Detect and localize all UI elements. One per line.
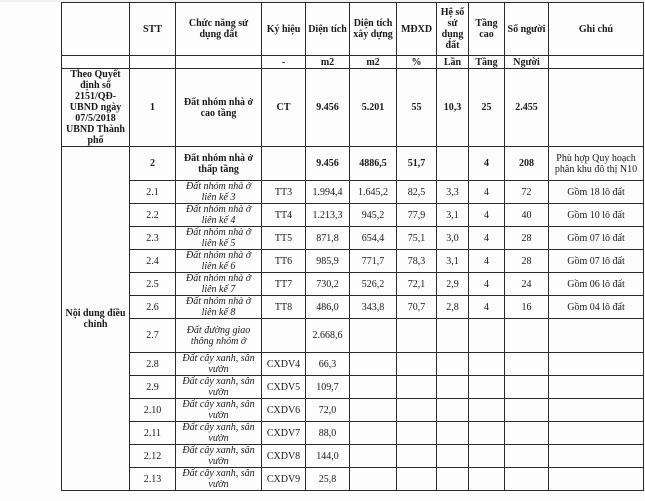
row-note — [549, 353, 644, 376]
row-built-area — [350, 319, 397, 353]
row-built-area: 526,2 — [350, 273, 397, 296]
row-built-area: 4886,5 — [350, 147, 397, 181]
row-area: 2.668,6 — [306, 319, 350, 353]
row-built-area — [350, 399, 397, 422]
unit-people: Người — [505, 56, 549, 69]
unit-mdxd: % — [397, 56, 437, 69]
row-built-area — [350, 422, 397, 445]
header-row — [62, 3, 644, 56]
row-coef — [437, 468, 469, 491]
row-function: Đất cây xanh, sân vườn — [176, 399, 262, 422]
row-floors: 4 — [469, 250, 505, 273]
row-stt: 2.6 — [130, 296, 176, 319]
row-coef: 3,3 — [437, 181, 469, 204]
header-note: Ghi chú — [549, 3, 644, 56]
row-floors — [469, 422, 505, 445]
row-area: 72,0 — [306, 399, 350, 422]
row-coef — [437, 319, 469, 353]
table-row — [62, 445, 644, 468]
table-row — [62, 181, 644, 204]
row-mdxd: 51,7 — [397, 147, 437, 181]
unit-symbol: - — [262, 56, 306, 69]
table-row — [62, 468, 644, 491]
row-mdxd: 82,5 — [397, 181, 437, 204]
row-symbol: CXDV5 — [262, 376, 306, 399]
row-floors: 4 — [469, 296, 505, 319]
row-mdxd: 77,9 — [397, 204, 437, 227]
row-floors: 4 — [469, 273, 505, 296]
row-floors — [469, 399, 505, 422]
row-mdxd — [397, 353, 437, 376]
row-stt: 2.5 — [130, 273, 176, 296]
row-area: 109,7 — [306, 376, 350, 399]
row-floors — [469, 468, 505, 491]
row-stt: 2.11 — [130, 422, 176, 445]
row-function: Đất nhóm nhà ở thấp tầng — [176, 147, 262, 181]
row-built-area — [350, 445, 397, 468]
row-function: Đất nhóm nhà ở liên kế 4 — [176, 204, 262, 227]
header-land-use-coef: Hệ số sử dụng đất — [437, 3, 469, 56]
table-body — [62, 3, 644, 491]
row-built-area — [350, 468, 397, 491]
row-mdxd: 55 — [397, 69, 437, 147]
row-symbol: CT — [262, 69, 306, 147]
row-area: 486,0 — [306, 296, 350, 319]
row-note: Gồm 06 lô đất — [549, 273, 644, 296]
unit-floors: Tầng — [469, 56, 505, 69]
row-coef — [437, 445, 469, 468]
row-note — [549, 69, 644, 147]
row-people — [505, 399, 549, 422]
row-symbol: TT6 — [262, 250, 306, 273]
row-people — [505, 376, 549, 399]
row-stt: 2.10 — [130, 399, 176, 422]
row-stt: 2.1 — [130, 181, 176, 204]
row-symbol — [262, 319, 306, 353]
row-coef — [437, 353, 469, 376]
table-row — [62, 319, 644, 353]
row-floors — [469, 353, 505, 376]
table-row — [62, 273, 644, 296]
table-row — [62, 296, 644, 319]
section-original: Theo Quyết định số 2151/QĐ-UBND ngày 07/5/2018 UBND Thành phố — [62, 69, 130, 147]
row-note: Gồm 18 lô đất — [549, 181, 644, 204]
row-mdxd: 72,1 — [397, 273, 437, 296]
row-symbol: CXDV4 — [262, 353, 306, 376]
row-coef — [437, 376, 469, 399]
row-function: Đất cây xanh, sân vườn — [176, 445, 262, 468]
row-note: Phù hợp Quy hoạch phân khu đô thị N10 — [549, 147, 644, 181]
row-area: 25,8 — [306, 468, 350, 491]
row-note — [549, 422, 644, 445]
row-note — [549, 376, 644, 399]
row-area: 66,3 — [306, 353, 350, 376]
header-people: Số người — [505, 3, 549, 56]
unit-blank — [130, 56, 176, 69]
row-people: 24 — [505, 273, 549, 296]
row-area: 9.456 — [306, 147, 350, 181]
row-mdxd: 78,3 — [397, 250, 437, 273]
row-symbol: TT7 — [262, 273, 306, 296]
row-coef — [437, 422, 469, 445]
row-people: 2.455 — [505, 69, 549, 147]
land-use-table — [61, 2, 644, 491]
row-floors — [469, 376, 505, 399]
row-built-area — [350, 353, 397, 376]
row-people: 40 — [505, 204, 549, 227]
row-symbol — [262, 147, 306, 181]
row-floors — [469, 319, 505, 353]
row-area: 985,9 — [306, 250, 350, 273]
row-people — [505, 445, 549, 468]
row-mdxd — [397, 422, 437, 445]
row-coef — [437, 147, 469, 181]
row-floors: 4 — [469, 181, 505, 204]
row-built-area: 343,8 — [350, 296, 397, 319]
row-stt: 2.8 — [130, 353, 176, 376]
row-note: Gồm 04 lô đất — [549, 296, 644, 319]
row-coef: 2,8 — [437, 296, 469, 319]
row-area: 871,8 — [306, 227, 350, 250]
row-built-area: 945,2 — [350, 204, 397, 227]
row-coef: 3,1 — [437, 250, 469, 273]
row-stt: 2.2 — [130, 204, 176, 227]
row-symbol: TT4 — [262, 204, 306, 227]
table-row — [62, 227, 644, 250]
table-row — [62, 250, 644, 273]
row-coef: 2,9 — [437, 273, 469, 296]
row-symbol: CXDV9 — [262, 468, 306, 491]
row-stt: 2.12 — [130, 445, 176, 468]
row-note: Gồm 07 lô đất — [549, 250, 644, 273]
row-people — [505, 422, 549, 445]
row-built-area: 654,4 — [350, 227, 397, 250]
unit-blank — [549, 56, 644, 69]
row-note — [549, 468, 644, 491]
row-function: Đất nhóm nhà ở liên kế 6 — [176, 250, 262, 273]
unit-row — [62, 56, 644, 69]
row-function: Đất cây xanh, sân vườn — [176, 376, 262, 399]
row-symbol: CXDV7 — [262, 422, 306, 445]
row-stt: 2.9 — [130, 376, 176, 399]
unit-land-use-coef: Lần — [437, 56, 469, 69]
row-note — [549, 319, 644, 353]
row-floors — [469, 445, 505, 468]
row-symbol: CXDV8 — [262, 445, 306, 468]
row-area: 730,2 — [306, 273, 350, 296]
row-function: Đất cây xanh, sân vườn — [176, 422, 262, 445]
table-row — [62, 69, 644, 147]
row-note: Gồm 10 lô đất — [549, 204, 644, 227]
row-symbol: TT3 — [262, 181, 306, 204]
row-floors: 4 — [469, 227, 505, 250]
unit-blank — [176, 56, 262, 69]
header-group — [62, 3, 130, 56]
row-function: Đất cây xanh, sân vườn — [176, 353, 262, 376]
header-stt: STT — [130, 3, 176, 56]
row-people — [505, 353, 549, 376]
row-mdxd — [397, 399, 437, 422]
row-coef: 3,0 — [437, 227, 469, 250]
row-note — [549, 399, 644, 422]
row-area: 1.213,3 — [306, 204, 350, 227]
row-stt: 2.4 — [130, 250, 176, 273]
row-people: 28 — [505, 227, 549, 250]
table-row — [62, 376, 644, 399]
row-people — [505, 319, 549, 353]
row-stt: 2.7 — [130, 319, 176, 353]
header-symbol: Ký hiệu — [262, 3, 306, 56]
row-floors: 25 — [469, 69, 505, 147]
header-function: Chức năng sử dụng đất — [176, 3, 262, 56]
row-symbol: CXDV6 — [262, 399, 306, 422]
row-people: 72 — [505, 181, 549, 204]
row-mdxd — [397, 376, 437, 399]
row-coef — [437, 399, 469, 422]
table-row — [62, 399, 644, 422]
row-function: Đất nhóm nhà ở liên kế 3 — [176, 181, 262, 204]
row-stt: 1 — [130, 69, 176, 147]
row-symbol: TT8 — [262, 296, 306, 319]
unit-blank — [62, 56, 130, 69]
row-function: Đất cây xanh, sân vườn — [176, 468, 262, 491]
row-area: 88,0 — [306, 422, 350, 445]
row-people — [505, 468, 549, 491]
table-row — [62, 422, 644, 445]
row-function: Đất nhóm nhà ở cao tầng — [176, 69, 262, 147]
row-note: Gồm 07 lô đất — [549, 227, 644, 250]
row-floors: 4 — [469, 147, 505, 181]
row-area: 144,0 — [306, 445, 350, 468]
row-function: Đất nhóm nhà ở liên kế 7 — [176, 273, 262, 296]
header-floors: Tầng cao — [469, 3, 505, 56]
row-people: 28 — [505, 250, 549, 273]
unit-built-area: m2 — [350, 56, 397, 69]
row-function: Đất nhóm nhà ở liên kế 5 — [176, 227, 262, 250]
row-people: 16 — [505, 296, 549, 319]
row-built-area: 1.645,2 — [350, 181, 397, 204]
unit-area: m2 — [306, 56, 350, 69]
row-stt: 2 — [130, 147, 176, 181]
row-mdxd: 70,7 — [397, 296, 437, 319]
row-mdxd — [397, 319, 437, 353]
row-note — [549, 445, 644, 468]
row-area: 1.994,4 — [306, 181, 350, 204]
header-area: Diện tích — [306, 3, 350, 56]
row-symbol: TT5 — [262, 227, 306, 250]
row-built-area: 771,7 — [350, 250, 397, 273]
row-floors: 4 — [469, 204, 505, 227]
header-mdxd: MĐXD — [397, 3, 437, 56]
row-stt: 2.3 — [130, 227, 176, 250]
section-adjusted: Nội dung điều chỉnh — [62, 147, 130, 491]
table-row — [62, 204, 644, 227]
row-coef: 10,3 — [437, 69, 469, 147]
row-built-area: 5.201 — [350, 69, 397, 147]
table-row — [62, 353, 644, 376]
row-function: Đất nhóm nhà ở liên kế 8 — [176, 296, 262, 319]
table-row — [62, 147, 644, 181]
row-area: 9.456 — [306, 69, 350, 147]
row-stt: 2.13 — [130, 468, 176, 491]
header-built-area: Diện tích xây dựng — [350, 3, 397, 56]
row-mdxd: 75,1 — [397, 227, 437, 250]
row-built-area — [350, 376, 397, 399]
row-coef: 3,1 — [437, 204, 469, 227]
row-function: Đất đường giao thông nhóm ở — [176, 319, 262, 353]
row-mdxd — [397, 468, 437, 491]
row-mdxd — [397, 445, 437, 468]
row-people: 208 — [505, 147, 549, 181]
